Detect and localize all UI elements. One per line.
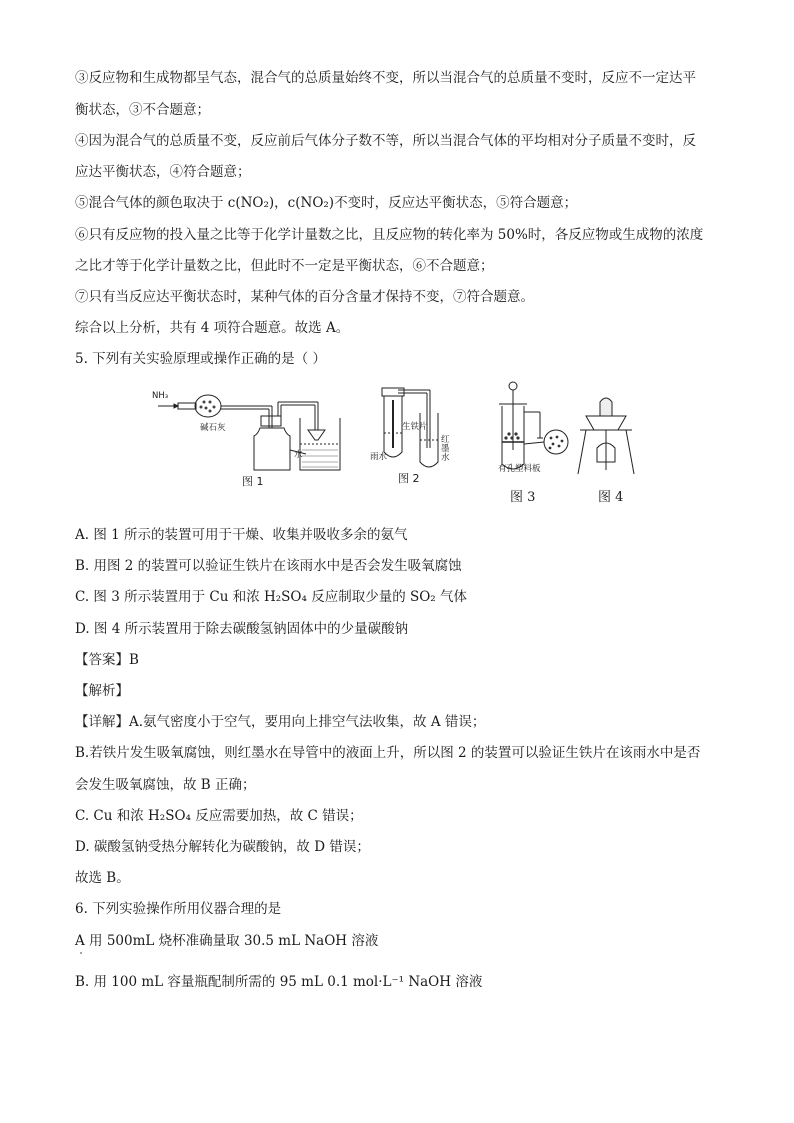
option-d: D. 图 4 所示装置用于除去碳酸氢钠固体中的少量碳酸钠 [75,621,409,637]
tripod-leg [626,430,634,474]
option-a: A. 图 1 所示的装置可用于干燥、收集并吸收多余的氨气 [75,527,408,543]
detail-line: 会发生吸氧腐蚀，故 B 正确； [75,777,256,793]
apparatus-drawing [150,378,650,506]
red-ink-label: 红墨水 [441,435,450,463]
question-6-option-a: A 用 500mL 烧杯准确量取 30.5 mL NaOH 溶液 [75,933,379,949]
inlet-tube [178,403,196,409]
bottle-stopper [261,416,281,426]
question-6: 6. 下列实验操作所用仪器合理的是 [75,901,282,917]
inverted-funnel [308,430,325,440]
nh3-label: NH₃ [152,391,169,401]
question-6-option-b: B. 用 100 mL 容量瓶配制所需的 95 mL 0.1 mol·L⁻¹ NaOH 溶液 [75,974,483,990]
water-label: 水 [294,450,303,460]
question-5: 5. 下列有关实验原理或操作正确的是（ ） [75,351,326,367]
plate-detail [544,430,568,454]
fig1-caption: 图 1 [242,475,264,488]
explanation-line: ⑥只有反应物的投入量之比等于化学计量数之比，且反应物的转化率为 50%时，各反应物或生成物的浓度 [75,227,704,243]
explanation-line: ④因为混合气的总质量不变，反应前后气体分子数不等，所以当混合气体的平均相对分子质量不变时，反 [75,133,696,149]
explanation-line: 之比才等于化学计量数之比，但此时不一定是平衡状态，⑥不合题意； [75,258,494,274]
detail-line: 故选 B。 [75,870,130,886]
tripod-leg [578,430,586,474]
plate-label: 有孔塑料板 [498,464,541,474]
analysis-label: 【解析】 [75,683,129,699]
iron-label: 生铁片 [402,422,428,432]
fig4-caption: 图 4 [598,490,624,505]
drying-tube-bulb [195,395,221,417]
funnel-top [509,382,517,390]
explanation-line: ⑦只有当反应达平衡状态时，某种气体的百分含量才保持不变，⑦符合题意。 [75,289,534,305]
detail-line: D. 碳酸氢钠受热分解转化为碳酸钠，故 D 错误； [75,839,370,855]
answer-label: 【答案】B [75,652,139,668]
gas-bottle [254,428,290,470]
arrow-head [174,404,178,408]
explanation-line: ⑤混合气体的颜色取决于 c(NO₂)，c(NO₂)不变时，反应达平衡状态，⑤符合题意； [75,195,578,211]
fig2-caption: 图 2 [398,472,420,485]
option-c: C. 图 3 所示装置用于 Cu 和浓 H₂SO₄ 反应制取少量的 SO₂ 气体 [75,589,468,605]
option-b: B. 用图 2 的装置可以验证生铁片在该雨水中是否会发生吸氧腐蚀 [75,558,462,574]
detail-line: B.若铁片发生吸氧腐蚀，则红墨水在导管中的液面上升，所以图 2 的装置可以验证生铁片在该雨水中是否 [75,745,701,761]
explanation-line: 衡状态，③不合题意； [75,102,210,118]
detail-line: 【详解】A.氨气密度小于空气，要用向上排空气法收集，故 A 错误； [75,714,486,730]
explanation-line: 应达平衡状态，④符合题意； [75,164,251,180]
rain-label: 雨水 [370,452,388,462]
evaporating-dish [586,416,626,430]
fig3-caption: 图 3 [510,490,536,505]
explanation-line: ③反应物和生成物都呈气态，混合气的总质量始终不变，所以当混合气的总质量不变时，反应不一定达平 [75,70,696,86]
funnel-inverted [600,398,612,416]
stray-dot [80,952,82,954]
test-tube-stopper [382,388,404,396]
explanation-line: 综合以上分析，共有 4 项符合题意。故选 A。 [75,320,350,336]
apparatus-figure [150,378,650,506]
detail-line: C. Cu 和浓 H₂SO₄ 反应需要加热，故 C 错误； [75,808,363,824]
soda-lime-label: 碱石灰 [200,423,226,433]
